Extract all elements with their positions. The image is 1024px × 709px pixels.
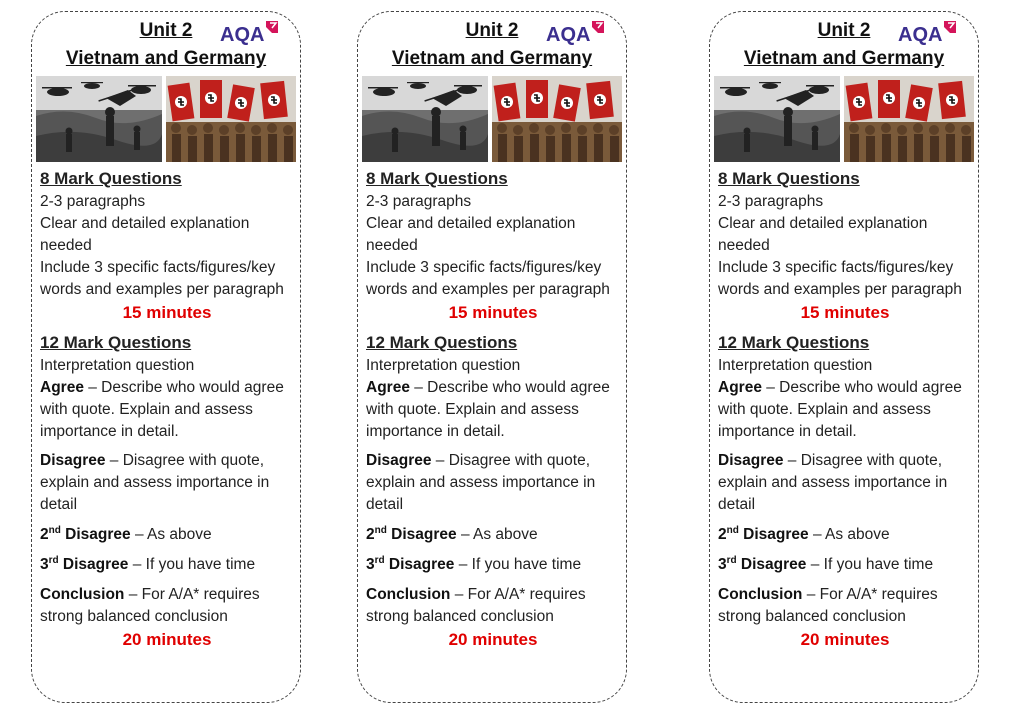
- nazi-germany-photo: [492, 76, 622, 162]
- aqa-logo: [544, 19, 606, 45]
- eight-mark-heading: 8 Mark Questions: [718, 169, 860, 188]
- twelve-mark-intro: Interpretation question: [366, 357, 521, 374]
- twelve-mark-heading: 12 Mark Questions: [718, 333, 870, 352]
- eight-mark-line3: Include 3 specific facts/figures/key words and examples per paragraph: [40, 259, 284, 298]
- twelve-mark-time: 20 minutes: [448, 630, 538, 649]
- nazi-germany-photo: [166, 76, 296, 162]
- conclusion-text: Conclusion – For A/A* requires strong balanced conclusion: [366, 586, 586, 625]
- agree-text: Agree – Describe who would agree with quote. Explain and assess importance in detail.: [718, 379, 962, 440]
- eight-mark-time: 15 minutes: [122, 303, 212, 322]
- third-disagree-text: 3rd Disagree – If you have time: [40, 554, 256, 573]
- aqa-logo: [218, 19, 280, 45]
- conclusion-text: Conclusion – For A/A* requires strong balanced conclusion: [718, 586, 938, 625]
- eight-mark-line1: 2-3 paragraphs: [718, 193, 824, 210]
- revision-card-2: [357, 11, 627, 703]
- agree-text: Agree – Describe who would agree with quote. Explain and assess importance in detail.: [40, 379, 284, 440]
- eight-mark-time: 15 minutes: [448, 303, 538, 322]
- second-disagree-text: 2nd Disagree – As above: [718, 524, 890, 543]
- disagree-text: Disagree – Disagree with quote, explain and assess importance in detail: [366, 452, 596, 513]
- card-title-unit: Unit 2: [465, 20, 519, 41]
- eight-mark-line2: Clear and detailed explanation needed: [40, 215, 250, 254]
- card-title-unit: Unit 2: [817, 20, 871, 41]
- aqa-logo-text: AQA: [220, 24, 265, 45]
- card-content: [718, 167, 972, 651]
- eight-mark-line2: Clear and detailed explanation needed: [718, 215, 928, 254]
- disagree-text: Disagree – Disagree with quote, explain and assess importance in detail: [40, 452, 270, 513]
- twelve-mark-time: 20 minutes: [122, 630, 212, 649]
- nazi-germany-photo: [844, 76, 974, 162]
- card-content: [40, 167, 294, 651]
- vietnam-war-photo: [714, 76, 840, 162]
- twelve-mark-intro: Interpretation question: [718, 357, 873, 374]
- eight-mark-line3: Include 3 specific facts/figures/key words and examples per paragraph: [718, 259, 962, 298]
- card-title-unit: Unit 2: [139, 20, 193, 41]
- disagree-text: Disagree – Disagree with quote, explain and assess importance in detail: [718, 452, 948, 513]
- twelve-mark-time: 20 minutes: [800, 630, 890, 649]
- second-disagree-text: 2nd Disagree – As above: [40, 524, 212, 543]
- twelve-mark-heading: 12 Mark Questions: [40, 333, 192, 352]
- vietnam-war-photo: [36, 76, 162, 162]
- revision-card-1: [31, 11, 301, 703]
- third-disagree-text: 3rd Disagree – If you have time: [366, 554, 582, 573]
- eight-mark-line1: 2-3 paragraphs: [40, 193, 146, 210]
- card-title-topic: Vietnam and Germany: [743, 48, 945, 69]
- revision-card-3: [709, 11, 979, 703]
- eight-mark-heading: 8 Mark Questions: [366, 169, 508, 188]
- card-title-topic: Vietnam and Germany: [391, 48, 593, 69]
- third-disagree-text: 3rd Disagree – If you have time: [718, 554, 934, 573]
- card-title-topic: Vietnam and Germany: [65, 48, 267, 69]
- agree-text: Agree – Describe who would agree with quote. Explain and assess importance in detail.: [366, 379, 610, 440]
- eight-mark-line3: Include 3 specific facts/figures/key words and examples per paragraph: [366, 259, 610, 298]
- twelve-mark-heading: 12 Mark Questions: [366, 333, 518, 352]
- aqa-logo-text: AQA: [546, 24, 591, 45]
- twelve-mark-intro: Interpretation question: [40, 357, 195, 374]
- conclusion-text: Conclusion – For A/A* requires strong balanced conclusion: [40, 586, 260, 625]
- eight-mark-time: 15 minutes: [800, 303, 890, 322]
- eight-mark-heading: 8 Mark Questions: [40, 169, 182, 188]
- vietnam-war-photo: [362, 76, 488, 162]
- aqa-logo: [896, 19, 958, 45]
- card-content: [366, 167, 620, 651]
- eight-mark-line2: Clear and detailed explanation needed: [366, 215, 576, 254]
- aqa-logo-text: AQA: [898, 24, 943, 45]
- eight-mark-line1: 2-3 paragraphs: [366, 193, 472, 210]
- second-disagree-text: 2nd Disagree – As above: [366, 524, 538, 543]
